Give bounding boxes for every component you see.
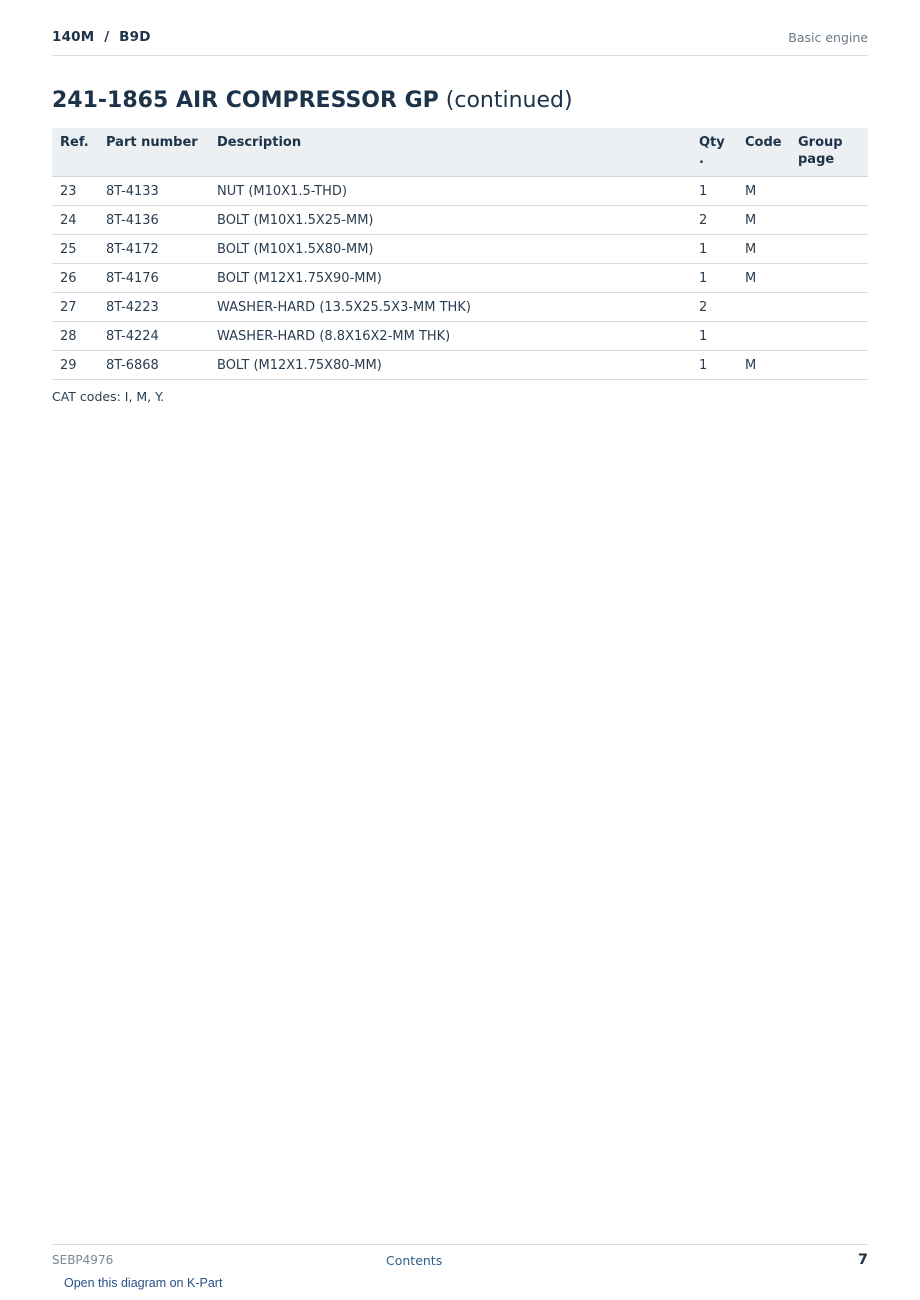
- cell-ref: 26: [52, 264, 98, 293]
- table-row: [52, 235, 868, 264]
- cell-part-number: 8T-6868: [98, 351, 209, 380]
- cell-qty: 1: [691, 235, 737, 264]
- document-id: SEBP4976: [52, 1253, 114, 1267]
- cell-qty: 2: [691, 206, 737, 235]
- cell-qty: 2: [691, 293, 737, 322]
- table-row: [52, 322, 868, 351]
- table-row: [52, 206, 868, 235]
- breadcrumb: 140M / B9D: [52, 29, 151, 45]
- contents-link[interactable]: Contents: [386, 1253, 443, 1268]
- table-row: [52, 264, 868, 293]
- cell-ref: 29: [52, 351, 98, 380]
- column-header-group-page: Group page: [790, 128, 868, 177]
- cell-code: [737, 293, 790, 322]
- page-number: 7: [857, 1252, 868, 1268]
- column-header-code: Code: [737, 128, 790, 177]
- cell-group-page: [790, 293, 868, 322]
- page-header: [52, 28, 868, 56]
- cell-group-page: [790, 264, 868, 293]
- cell-part-number: 8T-4133: [98, 177, 209, 206]
- page-title-main: 241-1865 AIR COMPRESSOR GP: [52, 88, 439, 113]
- cell-part-number: 8T-4223: [98, 293, 209, 322]
- cell-description: WASHER-HARD (13.5X25.5X3-MM THK): [209, 293, 691, 322]
- column-header-part-number: Part number: [98, 128, 209, 177]
- cell-group-page: [790, 177, 868, 206]
- cell-description: BOLT (M12X1.75X90-MM): [209, 264, 691, 293]
- cell-ref: 27: [52, 293, 98, 322]
- cell-qty: 1: [691, 264, 737, 293]
- cell-description: BOLT (M12X1.75X80-MM): [209, 351, 691, 380]
- table-header-row: [52, 128, 868, 177]
- table-row: [52, 351, 868, 380]
- cell-qty: 1: [691, 177, 737, 206]
- cell-group-page: [790, 322, 868, 351]
- cell-part-number: 8T-4172: [98, 235, 209, 264]
- table-row: [52, 177, 868, 206]
- cell-part-number: 8T-4176: [98, 264, 209, 293]
- cell-code: [737, 322, 790, 351]
- cell-part-number: 8T-4224: [98, 322, 209, 351]
- cell-code: M: [737, 206, 790, 235]
- cell-group-page: [790, 235, 868, 264]
- cell-code: M: [737, 235, 790, 264]
- cell-qty: 1: [691, 351, 737, 380]
- cell-code: M: [737, 177, 790, 206]
- column-header-description: Description: [209, 128, 691, 177]
- section-name: Basic engine: [788, 30, 868, 45]
- page-title: [52, 88, 573, 113]
- cell-ref: 24: [52, 206, 98, 235]
- cell-description: BOLT (M10X1.5X80-MM): [209, 235, 691, 264]
- column-header-qty: Qty .: [691, 128, 737, 177]
- kpart-link[interactable]: Open this diagram on K-Part: [64, 1276, 223, 1290]
- cell-group-page: [790, 351, 868, 380]
- cell-code: M: [737, 264, 790, 293]
- cell-ref: 28: [52, 322, 98, 351]
- cell-qty: 1: [691, 322, 737, 351]
- column-header-ref: Ref.: [52, 128, 98, 177]
- table-row: [52, 293, 868, 322]
- cell-ref: 23: [52, 177, 98, 206]
- cell-ref: 25: [52, 235, 98, 264]
- cell-description: WASHER-HARD (8.8X16X2-MM THK): [209, 322, 691, 351]
- cell-description: NUT (M10X1.5-THD): [209, 177, 691, 206]
- page-title-suffix: (continued): [445, 88, 573, 113]
- cell-group-page: [790, 206, 868, 235]
- cat-codes-note: CAT codes: I, M, Y.: [52, 389, 165, 404]
- parts-table: [52, 128, 868, 380]
- cell-description: BOLT (M10X1.5X25-MM): [209, 206, 691, 235]
- page-footer: [52, 1244, 868, 1275]
- cell-code: M: [737, 351, 790, 380]
- cell-part-number: 8T-4136: [98, 206, 209, 235]
